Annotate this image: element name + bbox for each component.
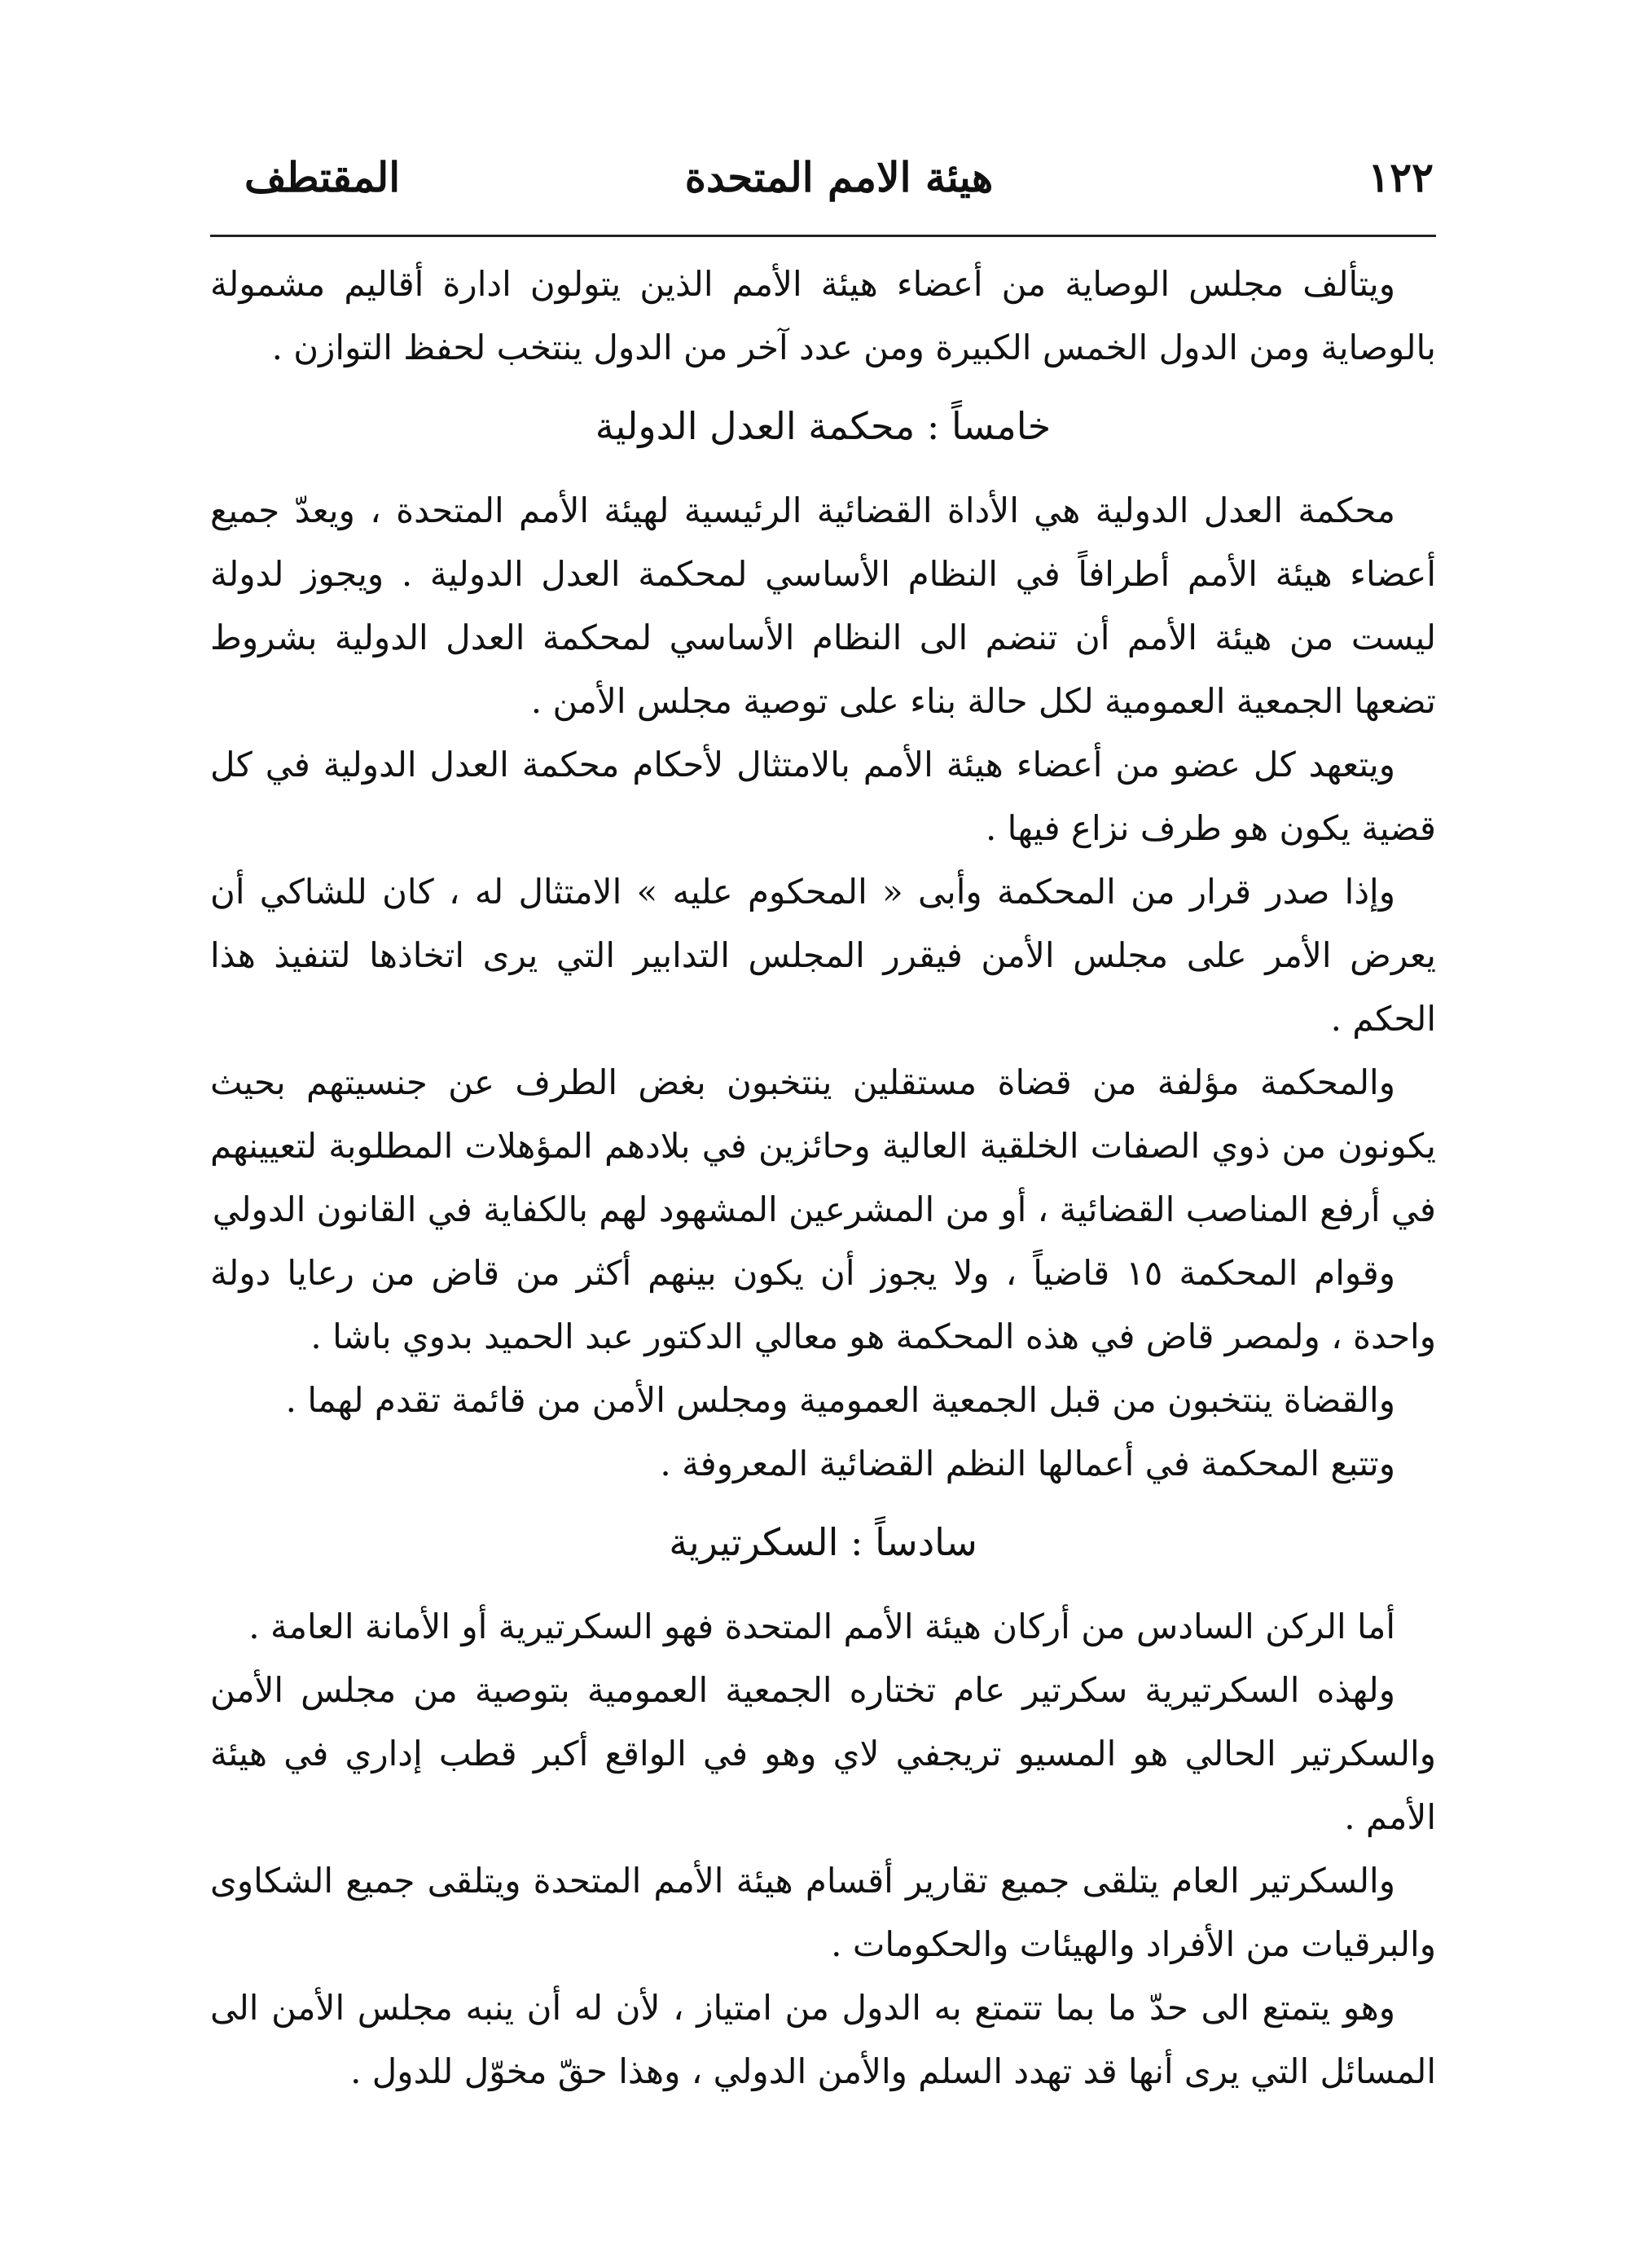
article-body [210, 253, 1436, 2103]
court-paragraph-6: والقضاة ينتخبون من قبل الجمعية العمومية ومجلس الأمن من قائمة تقدم لهما . [285, 1380, 1395, 1420]
secretariat-paragraph-1: أما الركن السادس من أركان هيئة الأمم المتحدة فهو السكرتيرية أو الأمانة العامة . [248, 1606, 1395, 1646]
header-rule [210, 235, 1436, 237]
running-title: هيئة الامم المتحدة [684, 153, 994, 201]
court-paragraph-1: محكمة العدل الدولية هي الأداة القضائية الرئيسية لهيئة الأمم المتحدة ، ويعدّ جميع أعضاء هيئة الأمم أطرافاً في النظام الأساسي لمحكمة العدل الدولية . ويجوز لدولة ليست من هيئة الأمم أن تنضم الى النظام الأساسي لمحكمة العدل الدولية بشروط تضعها الجمعية العمومية لكل حالة بناء على توصية مجلس الأمن . [210, 490, 1436, 721]
court-paragraph-7: وتتبع المحكمة في أعمالها النظم القضائية المعروفة . [660, 1444, 1395, 1483]
secretariat-paragraph-2: ولهذه السكرتيرية سكرتير عام تختاره الجمعية العمومية بتوصية من مجلس الأمن والسكرتير الحالي هو المسيو تريجفي لاي وهو في الواقع أكبر قطب إداري في هيئة الأمم . [210, 1670, 1436, 1837]
court-paragraph-5: وقوام المحكمة ١٥ قاضياً ، ولا يجوز أن يكون بينهم أكثر من قاض من رعايا دولة واحدة ، ولمصر قاض في هذه المحكمة هو معالي الدكتور عبد الحميد بدوي باشا . [210, 1253, 1436, 1356]
page-number: ١٢٢ [1368, 153, 1434, 201]
court-section-heading: خامساً : محكمة العدل الدولية [595, 404, 1052, 448]
journal-name: المقتطف [244, 153, 401, 201]
court-paragraph-2: ويتعهد كل عضو من أعضاء هيئة الأمم بالامتثال لأحكام محكمة العدل الدولية في كل قضية يكون هو طرف نزاع فيها . [210, 745, 1436, 848]
court-paragraph-3: وإذا صدر قرار من المحكمة وأبى « المحكوم عليه » الامتثال له ، كان للشاكي أن يعرض الأمر على مجلس الأمن فيقرر المجلس التدابير التي يرى اتخاذها لتنفيذ هذا الحكم . [210, 872, 1436, 1039]
page-header [244, 147, 1434, 220]
trusteeship-paragraph: ويتألف مجلس الوصاية من أعضاء هيئة الأمم الذين يتولون ادارة أقاليم مشمولة بالوصاية ومن الدول الخمس الكبيرة ومن عدد آخر من الدول ينتخب لحفظ التوازن . [210, 264, 1436, 367]
court-paragraph-4: والمحكمة مؤلفة من قضاة مستقلين ينتخبون بغض الطرف عن جنسيتهم بحيث يكونون من ذوي الصفات الخلقية العالية وحائزين في بلادهم المؤهلات المطلوبة لتعيينهم في أرفع المناصب القضائية ، أو من المشرعين المشهود لهم بالكفاية في القانون الدولي [210, 1062, 1436, 1229]
secretariat-section-heading: سادساً : السكرتيرية [669, 1520, 977, 1564]
secretariat-paragraph-3: والسكرتير العام يتلقى جميع تقارير أقسام هيئة الأمم المتحدة ويتلقى جميع الشكاوى والبرقيات من الأفراد والهيئات والحكومات . [210, 1861, 1436, 1964]
secretariat-paragraph-4: وهو يتمتع الى حدّ ما بما تتمتع به الدول من امتياز ، لأن له أن ينبه مجلس الأمن الى المسائل التي يرى أنها قد تهدد السلم والأمن الدولي ، وهذا حقّ مخوّل للدول . [210, 1988, 1436, 2091]
